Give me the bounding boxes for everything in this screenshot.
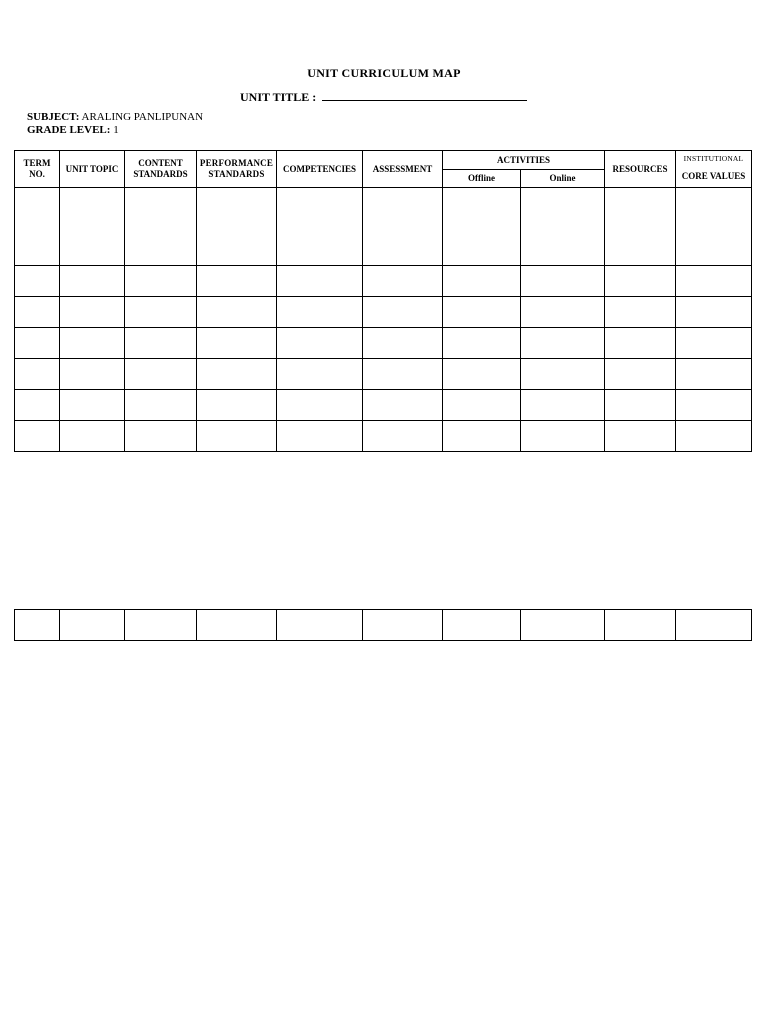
header-online: Online bbox=[521, 170, 605, 188]
table-cell[interactable] bbox=[443, 610, 521, 641]
table-cell[interactable] bbox=[676, 610, 752, 641]
header-activities: ACTIVITIES bbox=[443, 151, 605, 170]
table-cell[interactable] bbox=[125, 297, 197, 328]
table-cell[interactable] bbox=[125, 188, 197, 266]
table-cell[interactable] bbox=[676, 266, 752, 297]
document-title: UNIT CURRICULUM MAP bbox=[307, 66, 461, 80]
table-row bbox=[15, 359, 752, 390]
table-cell[interactable] bbox=[443, 359, 521, 390]
table-cell[interactable] bbox=[363, 328, 443, 359]
table-cell[interactable] bbox=[676, 188, 752, 266]
table-cell[interactable] bbox=[605, 610, 676, 641]
header-content-standards: CONTENT STANDARDS bbox=[125, 151, 197, 188]
table-cell[interactable] bbox=[197, 421, 277, 452]
table-cell[interactable] bbox=[197, 297, 277, 328]
table-cell[interactable] bbox=[15, 297, 60, 328]
header-unit-topic: UNIT TOPIC bbox=[60, 151, 125, 188]
table-cell[interactable] bbox=[197, 188, 277, 266]
table-cell[interactable] bbox=[60, 610, 125, 641]
curriculum-map-table bbox=[14, 150, 752, 452]
table-cell[interactable] bbox=[15, 328, 60, 359]
table-cell[interactable] bbox=[443, 297, 521, 328]
table-cell[interactable] bbox=[363, 610, 443, 641]
table-cell[interactable] bbox=[605, 266, 676, 297]
table-cell[interactable] bbox=[363, 297, 443, 328]
table-cell[interactable] bbox=[443, 266, 521, 297]
table-row bbox=[15, 188, 752, 266]
table-cell[interactable] bbox=[443, 188, 521, 266]
table-cell[interactable] bbox=[60, 188, 125, 266]
table-cell[interactable] bbox=[676, 297, 752, 328]
table-cell[interactable] bbox=[197, 328, 277, 359]
header-offline: Offline bbox=[443, 170, 521, 188]
table-cell[interactable] bbox=[60, 266, 125, 297]
grade-level-line bbox=[27, 124, 119, 136]
header-resources: RESOURCES bbox=[605, 151, 676, 188]
table-cell[interactable] bbox=[363, 390, 443, 421]
table-cell[interactable] bbox=[60, 359, 125, 390]
table-cell[interactable] bbox=[676, 328, 752, 359]
table-cell[interactable] bbox=[15, 610, 60, 641]
table-cell[interactable] bbox=[125, 266, 197, 297]
table-cell[interactable] bbox=[443, 421, 521, 452]
table-cell[interactable] bbox=[125, 359, 197, 390]
table-cell[interactable] bbox=[60, 297, 125, 328]
unit-title-field bbox=[240, 89, 527, 105]
header-core-values bbox=[676, 151, 752, 188]
table-row bbox=[15, 328, 752, 359]
table-cell[interactable] bbox=[521, 421, 605, 452]
table-cell[interactable] bbox=[277, 610, 363, 641]
table-row bbox=[15, 390, 752, 421]
table-row bbox=[15, 610, 752, 641]
header-core-values-label: CORE VALUES bbox=[681, 170, 746, 181]
continuation-table bbox=[14, 609, 752, 641]
table-cell[interactable] bbox=[125, 328, 197, 359]
subject-value: ARALING PANLIPUNAN bbox=[81, 111, 204, 123]
subject-line bbox=[27, 111, 203, 123]
table-cell[interactable] bbox=[15, 188, 60, 266]
table-cell[interactable] bbox=[363, 266, 443, 297]
table-cell[interactable] bbox=[676, 421, 752, 452]
table-cell[interactable] bbox=[605, 328, 676, 359]
header-performance-standards: PERFORMANCE STANDARDS bbox=[197, 151, 277, 188]
table-cell[interactable] bbox=[605, 359, 676, 390]
header-term-no: TERM NO. bbox=[15, 151, 60, 188]
unit-title-blank-line bbox=[322, 89, 527, 101]
table-cell[interactable] bbox=[277, 188, 363, 266]
table-cell[interactable] bbox=[521, 188, 605, 266]
table-cell[interactable] bbox=[521, 266, 605, 297]
table-cell[interactable] bbox=[521, 297, 605, 328]
grade-level-label: GRADE LEVEL: bbox=[27, 124, 111, 136]
table-cell[interactable] bbox=[60, 421, 125, 452]
table-cell[interactable] bbox=[60, 328, 125, 359]
unit-title-label: UNIT TITLE : bbox=[240, 90, 317, 104]
table-cell[interactable] bbox=[676, 390, 752, 421]
header-row bbox=[15, 151, 752, 170]
table-cell[interactable] bbox=[197, 390, 277, 421]
table-row bbox=[15, 266, 752, 297]
table-cell[interactable] bbox=[277, 266, 363, 297]
table-cell[interactable] bbox=[277, 421, 363, 452]
table-cell[interactable] bbox=[521, 359, 605, 390]
table-cell[interactable] bbox=[60, 390, 125, 421]
grade-level-value: 1 bbox=[113, 124, 119, 136]
table-cell[interactable] bbox=[15, 359, 60, 390]
table-cell[interactable] bbox=[197, 610, 277, 641]
table-cell[interactable] bbox=[363, 421, 443, 452]
table-cell[interactable] bbox=[125, 390, 197, 421]
table-cell[interactable] bbox=[197, 266, 277, 297]
header-assessment: ASSESSMENT bbox=[363, 151, 443, 188]
table-cell[interactable] bbox=[125, 421, 197, 452]
table-cell[interactable] bbox=[521, 390, 605, 421]
table-cell[interactable] bbox=[277, 359, 363, 390]
header-competencies: COMPETENCIES bbox=[277, 151, 363, 188]
table-cell[interactable] bbox=[676, 359, 752, 390]
table-cell[interactable] bbox=[15, 390, 60, 421]
table-cell[interactable] bbox=[277, 297, 363, 328]
table-cell[interactable] bbox=[277, 328, 363, 359]
table-cell[interactable] bbox=[521, 328, 605, 359]
table-row bbox=[15, 421, 752, 452]
table-cell[interactable] bbox=[605, 421, 676, 452]
table-cell[interactable] bbox=[605, 297, 676, 328]
table-cell[interactable] bbox=[605, 188, 676, 266]
table-cell[interactable] bbox=[15, 266, 60, 297]
table-cell[interactable] bbox=[197, 359, 277, 390]
table-cell[interactable] bbox=[605, 390, 676, 421]
table-cell[interactable] bbox=[363, 359, 443, 390]
table-row bbox=[15, 297, 752, 328]
table-cell[interactable] bbox=[277, 390, 363, 421]
subject-label: SUBJECT: bbox=[27, 111, 80, 123]
header-institutional: INSTITUTIONAL bbox=[683, 153, 744, 163]
table-cell[interactable] bbox=[443, 328, 521, 359]
table-cell[interactable] bbox=[363, 188, 443, 266]
table-cell[interactable] bbox=[521, 610, 605, 641]
table-cell[interactable] bbox=[15, 421, 60, 452]
table-cell[interactable] bbox=[125, 610, 197, 641]
table-cell[interactable] bbox=[443, 390, 521, 421]
